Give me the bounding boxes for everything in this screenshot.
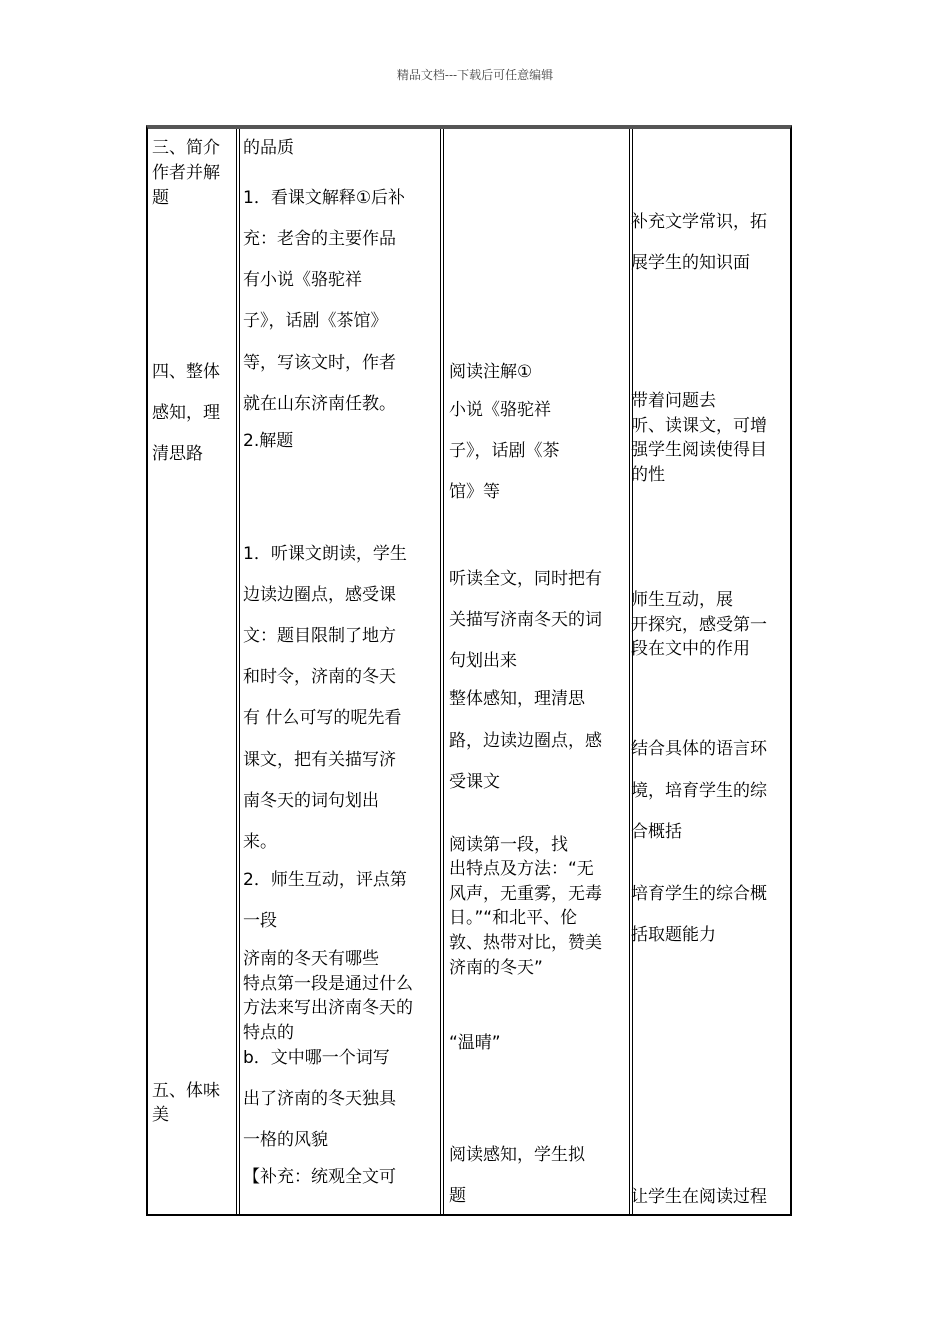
student-text-line-15: 敦、热带对比，赞美 <box>449 933 602 953</box>
teacher-text-line-7: 就在山东济南任教。 <box>243 394 396 414</box>
intent-text-line-1: 补充文学常识，拓 <box>631 212 767 232</box>
section-3-heading-line-3: 题 <box>152 188 169 208</box>
student-text-line-2: 小说《骆驼祥 <box>449 400 551 420</box>
teacher-text-line-26: 【补充：统观全文可 <box>243 1167 396 1187</box>
teacher-text-line-17: 2．师生互动，评点第 <box>243 870 407 890</box>
teacher-text-line-8: 2.解题 <box>243 431 294 451</box>
teacher-text-line-23: b．文中哪一个词写 <box>243 1048 390 1068</box>
section-4-heading-line-3: 清思路 <box>152 444 203 464</box>
student-text-line-9: 路，边读边圈点，感 <box>449 731 602 751</box>
student-text-line-3: 子》，话剧《茶 <box>449 441 560 461</box>
intent-text-line-3: 带着问题去 <box>631 391 716 411</box>
section-4-heading-line-2: 感知，理 <box>152 403 220 423</box>
column-divider-1 <box>236 129 240 1214</box>
teacher-text-line-21: 方法来写出济南冬天的 <box>243 998 413 1018</box>
intent-text-line-2: 展学生的知识面 <box>631 253 750 273</box>
teacher-text-line-9: 1．听课文朗读，学生 <box>243 544 407 564</box>
teacher-text-line-12: 和时令，济南的冬天 <box>243 667 396 687</box>
section-3-heading-line-1: 三、简介 <box>152 138 220 158</box>
teacher-text-line-25: 一格的风貌 <box>243 1130 328 1150</box>
teacher-text-line-24: 出了济南的冬天独具 <box>243 1089 396 1109</box>
student-text-line-5: 听读全文，同时把有 <box>449 569 602 589</box>
teacher-text-line-13: 有 什么可写的呢先看 <box>243 708 402 728</box>
student-text-line-1: 阅读注解① <box>449 362 533 382</box>
section-5-heading-line-1: 五、体味 <box>152 1081 220 1101</box>
column-divider-2 <box>440 129 444 1214</box>
teacher-text-line-15: 南冬天的词句划出 <box>243 791 379 811</box>
intent-text-line-5: 强学生阅读使得目 <box>631 440 767 460</box>
student-text-line-18: 阅读感知，学生拟 <box>449 1145 585 1165</box>
intent-text-line-6: 的性 <box>631 465 665 485</box>
teacher-text-line-14: 课文，把有关描写济 <box>243 750 396 770</box>
intent-text-line-4: 听、读课文，可增 <box>631 416 767 436</box>
student-text-line-16: 济南的冬天” <box>449 958 543 978</box>
intent-text-line-9: 段在文中的作用 <box>631 639 750 659</box>
student-text-line-7: 句划出来 <box>449 651 517 671</box>
intent-text-line-10: 结合具体的语言环 <box>631 739 767 759</box>
teacher-text-line-1: 的品质 <box>243 138 294 158</box>
column-divider-3 <box>629 129 633 1214</box>
teacher-text-line-10: 边读边圈点，感受课 <box>243 585 396 605</box>
intent-text-line-14: 括取题能力 <box>631 925 716 945</box>
teacher-text-line-11: 文：题目限制了地方 <box>243 626 396 646</box>
student-text-line-14: 日。”“和北平、伦 <box>449 908 578 928</box>
teacher-text-line-16: 来。 <box>243 832 277 852</box>
section-4-heading-line-1: 四、整体 <box>152 362 220 382</box>
teacher-text-line-2: 1．看课文解释①后补 <box>243 188 406 208</box>
student-text-line-8: 整体感知，理清思 <box>449 689 585 709</box>
student-text-line-11: 阅读第一段，找 <box>449 835 568 855</box>
intent-text-line-11: 境，培育学生的综 <box>631 781 767 801</box>
section-5-heading-line-2: 美 <box>152 1105 169 1125</box>
intent-text-line-12: 合概括 <box>631 822 682 842</box>
page-header: 精品文档---下载后可任意编辑 <box>396 68 554 82</box>
student-text-line-17: “温晴” <box>449 1033 501 1053</box>
student-text-line-12: 出特点及方法：“无 <box>449 859 594 879</box>
student-text-line-4: 馆》等 <box>449 482 500 502</box>
teacher-text-line-3: 充：老舍的主要作品 <box>243 229 396 249</box>
intent-text-line-15: 让学生在阅读过程 <box>631 1187 767 1207</box>
teacher-text-line-4: 有小说《骆驼祥 <box>243 270 362 290</box>
intent-text-line-13: 培育学生的综合概 <box>631 884 767 904</box>
teacher-text-line-19: 济南的冬天有哪些 <box>243 949 379 969</box>
student-text-line-19: 题 <box>449 1186 466 1206</box>
intent-text-line-7: 师生互动，展 <box>631 590 733 610</box>
teacher-text-line-5: 子》，话剧《茶馆》 <box>243 311 388 331</box>
intent-text-line-8: 开探究，感受第一 <box>631 615 767 635</box>
teacher-text-line-22: 特点的 <box>243 1023 294 1043</box>
student-text-line-10: 受课文 <box>449 772 500 792</box>
student-text-line-13: 风声，无重雾，无毒 <box>449 884 602 904</box>
teacher-text-line-18: 一段 <box>243 911 277 931</box>
teacher-text-line-6: 等，写该文时，作者 <box>243 353 396 373</box>
student-text-line-6: 关描写济南冬天的词 <box>449 610 602 630</box>
section-3-heading-line-2: 作者并解 <box>152 163 220 183</box>
teacher-text-line-20: 特点第一段是通过什么 <box>243 974 413 994</box>
